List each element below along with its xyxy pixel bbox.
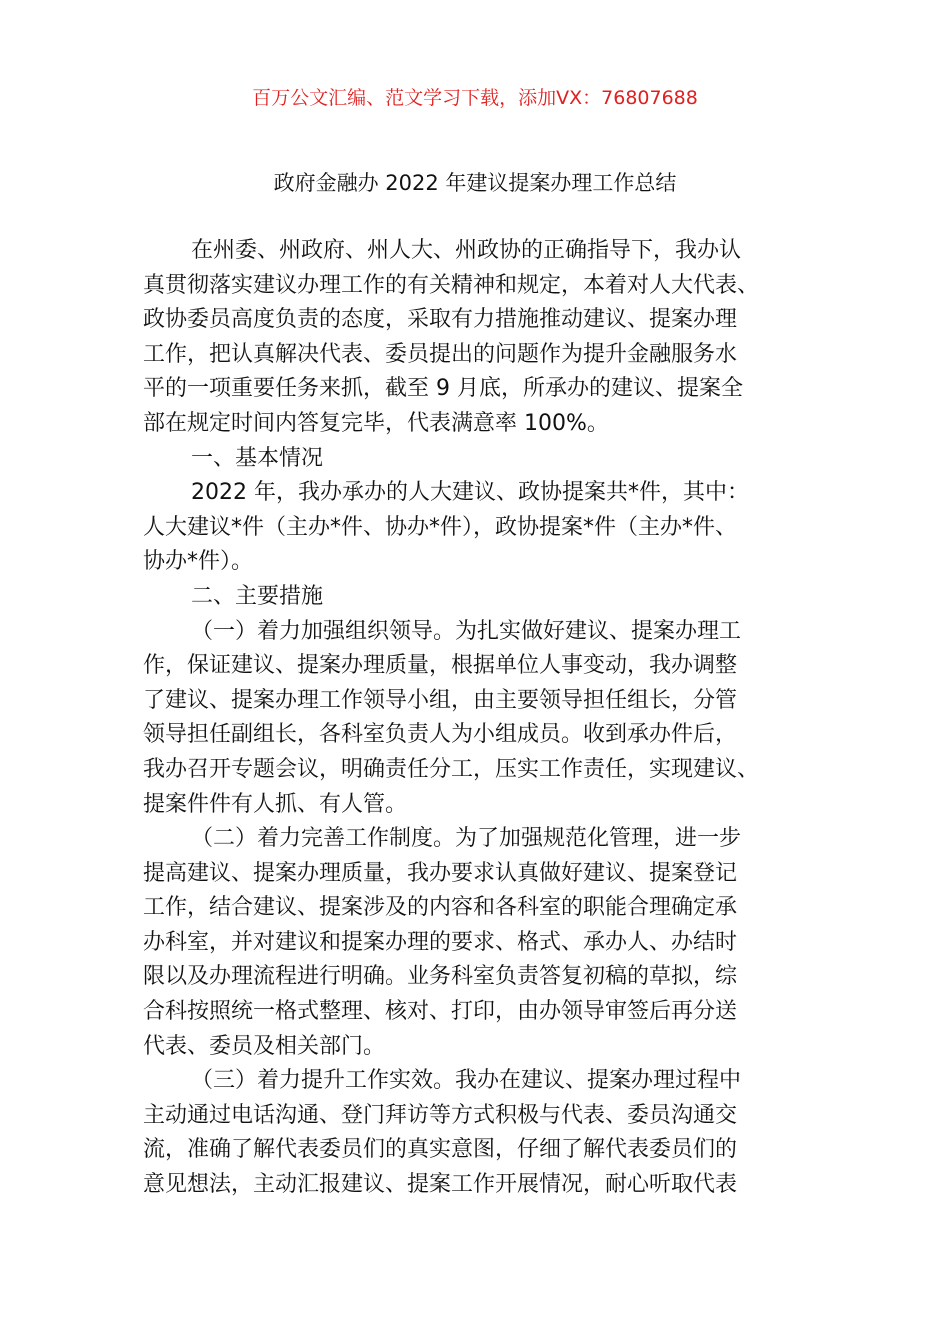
body-line: 意见想法，主动汇报建议、提案工作开展情况，耐心听取代表 (143, 1172, 738, 1198)
body-line: 协办*件）。 (143, 549, 254, 575)
body-line: 人大建议*件（主办*件、协办*件），政协提案*件（主办*件、 (143, 514, 738, 540)
body-line: 领导担任副组长，各科室负责人为小组成员。收到承办件后， (143, 722, 738, 748)
body-line: 提案件件有人抓、有人管。 (143, 791, 408, 817)
body-line: 2022 年，我办承办的人大建议、政协提案共*件，其中： (191, 480, 749, 506)
body-line: 部在规定时间内答复完毕，代表满意率 100%。 (143, 410, 609, 436)
body-line: 流，准确了解代表委员们的真实意图，仔细了解代表委员们的 (143, 1137, 738, 1163)
document-body (143, 234, 815, 1203)
body-line: 工作，把认真解决代表、委员提出的问题作为提升金融服务水 (143, 341, 738, 367)
body-line: 合科按照统一格式整理、核对、打印，由办领导审签后再分送 (143, 999, 738, 1025)
watermark-banner: 百万公文汇编、范文学习下载，添加VX：76807688 (252, 87, 698, 109)
body-line: 在州委、州政府、州人大、州政协的正确指导下，我办认 (191, 238, 742, 263)
body-line: 工作，结合建议、提案涉及的内容和各科室的职能合理确定承 (143, 895, 738, 921)
body-line: 提高建议、提案办理质量，我办要求认真做好建议、提案登记 (143, 860, 738, 886)
section-heading: 二、主要措施 (191, 583, 324, 609)
body-line: （三）着力提升工作实效。我办在建议、提案办理过程中 (191, 1068, 742, 1094)
body-line: （一）着力加强组织领导。为扎实做好建议、提案办理工 (191, 618, 742, 644)
body-line: 平的一项重要任务来抓，截至 9 月底，所承办的建议、提案全 (143, 376, 743, 402)
body-line: 政协委员高度负责的态度，采取有力措施推动建议、提案办理 (143, 307, 738, 333)
body-line: 作，保证建议、提案办理质量，根据单位人事变动，我办调整 (143, 653, 738, 679)
body-line: 限以及办理流程进行明确。业务科室负责答复初稿的草拟，综 (143, 964, 738, 990)
section-heading: 一、基本情况 (191, 445, 324, 471)
body-line: 主动通过电话沟通、登门拜访等方式积极与代表、委员沟通交 (143, 1102, 738, 1128)
body-line: 了建议、提案办理工作领导小组，由主要领导担任组长，分管 (143, 687, 738, 713)
document-title: 政府金融办 2022 年建议提案办理工作总结 (273, 171, 677, 195)
body-line: 我办召开专题会议，明确责任分工，压实工作责任，实现建议、 (143, 756, 760, 782)
body-line: 办科室，并对建议和提案办理的要求、格式、承办人、办结时 (143, 929, 738, 955)
body-line: 代表、委员及相关部门。 (143, 1033, 386, 1059)
body-line: （二）着力完善工作制度。为了加强规范化管理，进一步 (191, 826, 742, 852)
body-line: 真贯彻落实建议办理工作的有关精神和规定，本着对人大代表、 (143, 272, 760, 298)
